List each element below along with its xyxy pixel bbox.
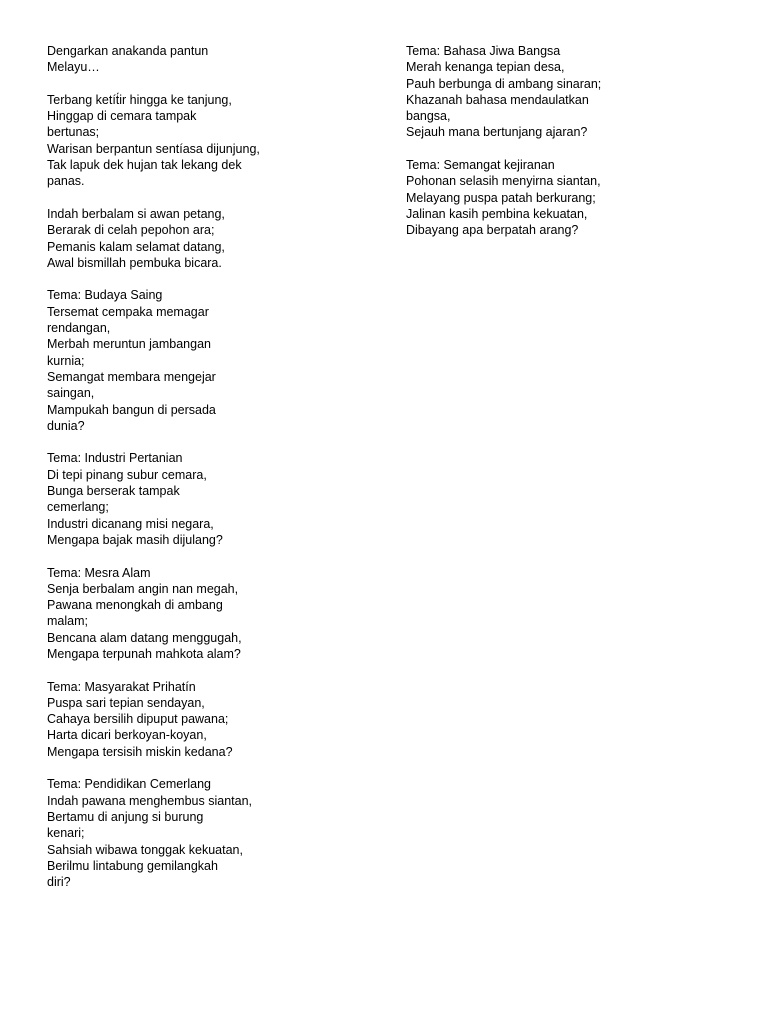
poem-line: dunia? xyxy=(47,418,85,433)
poem-line: Pemanis kalam selamat datang, xyxy=(47,239,225,254)
stanza-heading: Tema: Masyarakat Prihatín xyxy=(47,679,196,694)
poem-line: Semangat membara mengejar xyxy=(47,369,216,384)
stanza-heading: Tema: Industri Pertanian xyxy=(47,451,183,466)
left-stanza xyxy=(47,450,277,548)
poem-line: Bertamu di anjung si burung xyxy=(47,809,204,824)
poem-line: kenari; xyxy=(47,826,85,841)
poem-line: panas. xyxy=(47,174,85,189)
left-stanza xyxy=(47,565,277,663)
poem-line: Indah berbalam si awan petang, xyxy=(47,206,225,221)
poem-line: rendangan, xyxy=(47,321,111,336)
poem-line: Hinggap di cemara tampak xyxy=(47,109,197,124)
poem-line: Awal bismillah pembuka bicara. xyxy=(47,255,222,270)
poem-line: Harta dicari berkoyan-koyan, xyxy=(47,728,207,743)
poem-line: diri? xyxy=(47,875,71,890)
poem-line: Industri dicanang misi negara, xyxy=(47,516,214,531)
poem-line: Mengapa terpunah mahkota alam? xyxy=(47,646,241,661)
poem-line: Indah pawana menghembus siantan, xyxy=(47,793,253,808)
left-column xyxy=(47,43,277,907)
stanza-heading: Tema: Semangat kejiranan xyxy=(406,158,555,173)
poem-line: Warisan berpantun sentíasa dijunjung, xyxy=(47,141,260,156)
poem-line: Di tepi pinang subur cemara, xyxy=(47,467,207,482)
poem-line: Merbah meruntun jambangan xyxy=(47,337,211,352)
poem-line: Tersemat cempaka memagar xyxy=(47,304,209,319)
stanza-heading: Tema: Budaya Saing xyxy=(47,288,163,303)
poem-line: kurnia; xyxy=(47,353,85,368)
poem-line: Senja berbalam angin nan megah, xyxy=(47,581,239,596)
poem-line: Khazanah bahasa mendaulatkan xyxy=(406,92,589,107)
poem-line: Berilmu lintabung gemilangkah xyxy=(47,858,218,873)
poem-line: Dibayang apa berpatah arang? xyxy=(406,223,579,238)
poem-line: Bunga berserak tampak xyxy=(47,484,180,499)
poem-line: Pauh berbunga di ambang sinaran; xyxy=(406,76,602,91)
poem-line: Tak lapuk dek hujan tak lekang dek xyxy=(47,158,242,173)
poem-line: Pohonan selasih menyirna siantan, xyxy=(406,174,601,189)
poem-line: Merah kenanga tepian desa, xyxy=(406,60,565,75)
stanza-heading: Tema: Bahasa Jiwa Bangsa xyxy=(406,44,561,58)
poem-line: Dengarkan anakanda pantun xyxy=(47,44,209,58)
poem-line: Terbang ketít́ir hingga ke tanjung, xyxy=(47,92,232,107)
poem-line: Cahaya bersilih dipuput pawana; xyxy=(47,712,229,727)
poem-line: bertunas; xyxy=(47,125,100,140)
poem-line: cemerlang; xyxy=(47,500,109,515)
poem-line: Melayang puspa patah berkurang; xyxy=(406,190,596,205)
poem-line: Mengapa bajak masih dijulang? xyxy=(47,532,223,547)
stanza-heading: Tema: Pendidikan Cemerlang xyxy=(47,777,211,792)
poem-line: bangsa, xyxy=(406,109,451,124)
left-stanza xyxy=(47,43,277,76)
poem-line: Melayu… xyxy=(47,60,100,75)
poem-line: malam; xyxy=(47,614,88,629)
right-column xyxy=(406,43,666,255)
poem-line: Sahsiah wibawa tonggak kekuatan, xyxy=(47,842,243,857)
left-stanza xyxy=(47,776,277,890)
poem-line: saingan, xyxy=(47,386,95,401)
left-stanza xyxy=(47,206,277,271)
right-stanza xyxy=(406,43,666,141)
poem-line: Sejauh mana bertunjang ajaran? xyxy=(406,125,588,140)
poem-line: Mampukah bangun di persada xyxy=(47,402,216,417)
right-stanza xyxy=(406,157,666,238)
poem-line: Bencana alam datang menggugah, xyxy=(47,630,242,645)
left-stanza xyxy=(47,92,277,190)
left-stanza xyxy=(47,679,277,760)
poem-line: Mengapa tersisih miskin kedana? xyxy=(47,744,233,759)
poem-line: Puspa sari tepian sendayan, xyxy=(47,695,205,710)
poem-line: Berarak di celah pepohon ara; xyxy=(47,223,215,238)
left-stanza xyxy=(47,287,277,434)
poem-line: Pawana menongkah di ambang xyxy=(47,598,223,613)
poem-line: Jalinan kasih pembina kekuatan, xyxy=(406,206,588,221)
stanza-heading: Tema: Mesra Alam xyxy=(47,565,151,580)
